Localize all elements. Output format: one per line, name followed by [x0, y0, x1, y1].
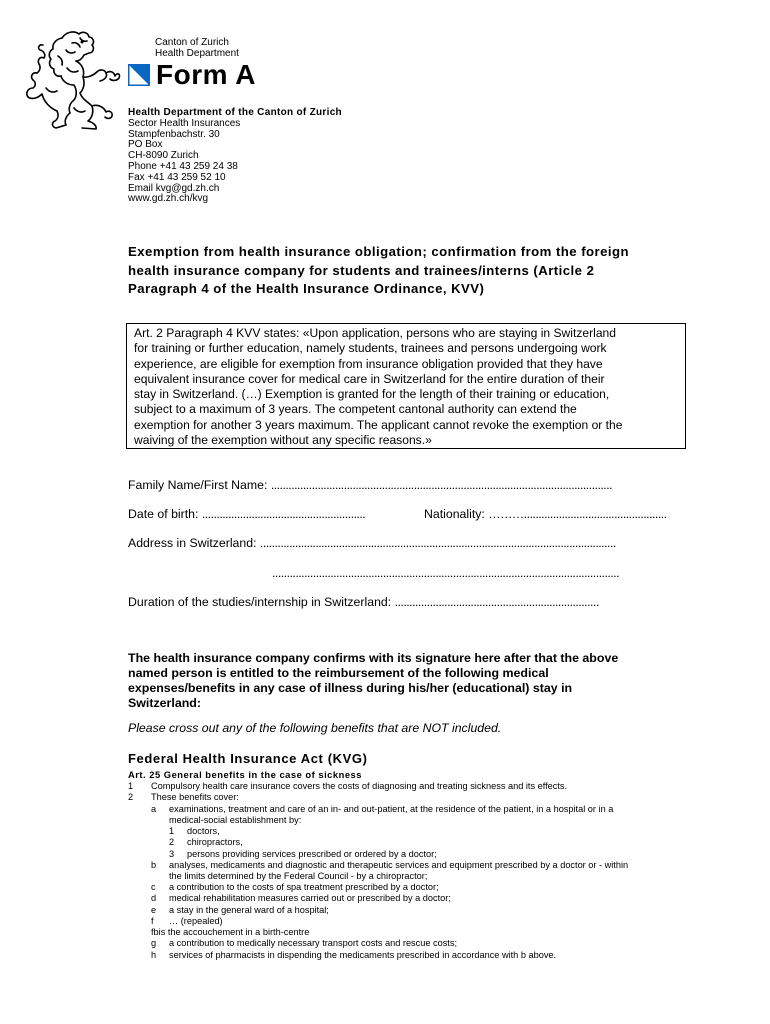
dob-field [128, 507, 365, 521]
legal-item-text: a stay in the general ward of a hospital; [169, 905, 329, 915]
legal-item-num: e [151, 905, 157, 915]
duration-label: Duration of the studies/internship in Switzerland: [128, 595, 392, 609]
address-street: Stampfenbachstr. 30 [128, 128, 220, 140]
legal-item-text: medical rehabilitation measures carried out or prescribed by a doctor; [169, 893, 451, 903]
legal-item-text: medical-social establishment by: [169, 815, 302, 825]
address-sector: Sector Health Insurances [128, 117, 241, 129]
legal-item-num: b [151, 860, 157, 870]
confirmation-paragraph [128, 651, 688, 711]
heading-line: health insurance company for students and trainees/interns (Article 2 [128, 262, 595, 278]
form-title-text: Form A [156, 59, 256, 90]
quote-line: subject to a maximum of 3 years. The competent cantonal authority can extend the [134, 402, 577, 417]
legal-item-text: a contribution to medically necessary transport costs and rescue costs; [169, 938, 458, 948]
dob-label: Date of birth: [128, 507, 199, 521]
legal-item-text: analyses, medicaments and diagnostic and therapeutic services and equipment prescribed by a doctor or - within [169, 860, 629, 870]
address-fax: Fax +41 43 259 52 10 [128, 171, 226, 183]
address-field [128, 536, 616, 550]
confirm-line: expenses/benefits in any case of illness during his/her (educational) stay in [128, 681, 573, 695]
department-name: Health Department [155, 47, 239, 59]
quote-line: stay in Switzerland. (…) Exemption is granted for the length of their training or education, [134, 387, 610, 402]
legal-item-num: 2 [128, 792, 134, 802]
legal-item-text: … (repealed) [169, 916, 223, 926]
legal-item-text: the limits determined by the Federal Council - by a chiropractor; [169, 871, 428, 881]
name-label: Family Name/First Name: [128, 478, 268, 492]
address-web: www.gd.zh.ch/kvg [128, 193, 209, 205]
name-field [128, 478, 612, 492]
quote-line: waiving of the exemption without any specific reasons.» [134, 433, 432, 448]
address-input-line[interactable]: .......................................................................................................................... [259, 536, 616, 550]
address-label: Address in Switzerland: [128, 536, 257, 550]
legal-item-num: c [151, 882, 156, 892]
heading-line: Paragraph 4 of the Health Insurance Ordinance, KVV) [128, 281, 485, 297]
kvg-title: Federal Health Insurance Act (KVG) [128, 751, 368, 766]
address-phone: Phone +41 43 259 24 38 [128, 160, 238, 172]
legal-item-text: chiropractors, [187, 837, 243, 847]
address-city: CH-8090 Zurich [128, 150, 199, 162]
legal-item-num: 3 [169, 849, 175, 859]
quote-line: for training or further education, namely students, trainees and persons undergoing work [134, 341, 607, 356]
zurich-lion-logo-icon [22, 28, 122, 132]
legal-item-num: g [151, 938, 157, 948]
legal-item-num: 1 [128, 781, 134, 791]
confirm-line: named person is entitled to the reimbursement of the following medical [128, 666, 549, 680]
nationality-input-line[interactable]: ………................................................. [488, 507, 667, 521]
article-25-title: Art. 25 General benefits in the case of sickness [128, 769, 362, 780]
confirm-line: The health insurance company confirms with its signature here after that the above [128, 651, 619, 665]
legal-item-text: doctors, [187, 826, 220, 836]
confirm-line: Switzerland: [128, 696, 201, 710]
address-org: Health Department of the Canton of Zurich [128, 107, 342, 118]
legal-item-text: services of pharmacists in dispending the medicaments prescribed in accordance with b above. [169, 950, 557, 960]
legal-item-num: a [151, 804, 157, 814]
office-address [128, 108, 342, 205]
legal-item-text: a contribution to the costs of spa treatment prescribed by a doctor; [169, 882, 439, 892]
legal-item-text: persons providing services prescribed or ordered by a doctor; [187, 849, 437, 859]
canton-name: Canton of Zurich [155, 37, 229, 48]
legal-item-num: 1 [169, 826, 175, 836]
address-po-box: PO Box [128, 139, 163, 151]
legal-item-num: 2 [169, 837, 175, 847]
nationality-field [424, 507, 667, 521]
address-input-line-2[interactable]: ....................................................................................................................... [272, 566, 620, 580]
zurich-flag-icon [128, 64, 150, 86]
legal-item-text: These benefits cover: [151, 792, 239, 802]
crossout-instruction: Please cross out any of the following benefits that are NOT included. [128, 721, 502, 735]
heading-line: Exemption from health insurance obligation; confirmation from the foreign [128, 244, 630, 259]
quote-line: experience, are eligible for exemption from insurance obligation provided that they have [134, 356, 603, 371]
name-input-line[interactable]: ..................................................................................................................... [270, 478, 613, 492]
dob-input-line[interactable]: ........................................................ [201, 507, 366, 521]
duration-input-line[interactable]: ...................................................................... [394, 595, 599, 609]
legal-item-text: Compulsory health care insurance covers the costs of diagnosing and treating sickness and its effects. [151, 781, 568, 791]
duration-field [128, 595, 599, 609]
document-heading [128, 243, 688, 299]
kvv-quote-box [126, 323, 686, 449]
address-field-2 [272, 566, 619, 580]
nationality-label: Nationality: [424, 507, 485, 521]
quote-line: exemption for another 3 years maximum. The applicant cannot revoke the exemption or the [134, 417, 623, 432]
legal-item-num: d [151, 893, 157, 903]
legal-item-text: examinations, treatment and care of an in- and out-patient, at the residence of the patient, in a hospital or in a [169, 804, 614, 814]
quote-line: Art. 2 Paragraph 4 KVV states: «Upon application, persons who are staying in Switzerland [134, 326, 617, 340]
quote-line: equivalent insurance cover for medical care in Switzerland for the entire duration of their [134, 371, 605, 386]
form-title [128, 60, 256, 90]
legal-item-num: f [151, 916, 154, 926]
issuer-header [155, 38, 239, 60]
legal-item-text: fbis the accouchement in a birth-centre [151, 927, 310, 937]
legal-item-num: h [151, 950, 157, 960]
address-email: Email kvg@gd.zh.ch [128, 182, 220, 194]
